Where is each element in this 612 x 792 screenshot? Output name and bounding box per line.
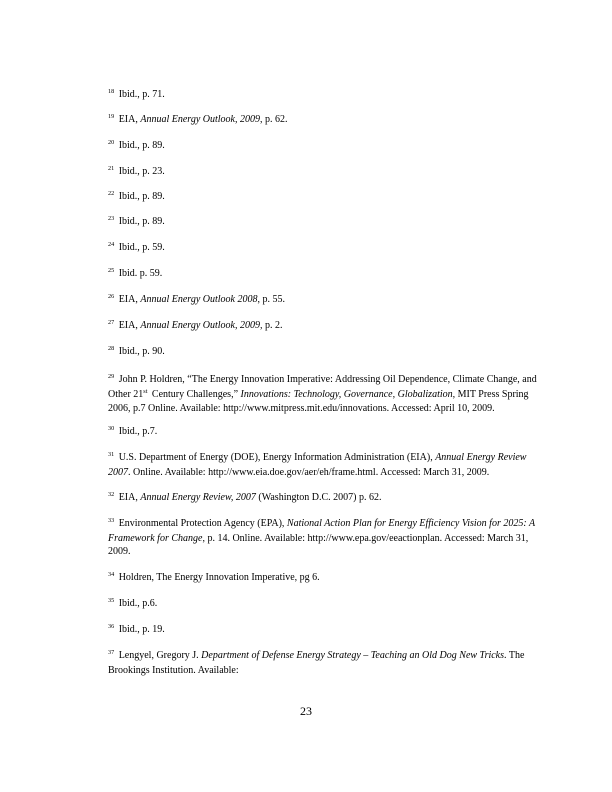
footnote-34	[108, 571, 538, 586]
footnote-number: 24	[108, 241, 115, 248]
footnote-number: 27	[108, 319, 115, 326]
footnote-title: Annual Energy Review, 2007	[140, 492, 256, 503]
footnote-text: Ibid., p. 71.	[118, 89, 165, 100]
footnote-text: . Online. Available: http://www.eia.doe.gov/aer/eh/frame.html. Accessed: March 31, 2009.	[128, 466, 490, 478]
footnote-text: EIA,	[118, 320, 141, 331]
footnote-text: U.S. Department of Energy (DOE), Energy Information Administration (EIA),	[118, 452, 436, 463]
footnote-33	[108, 517, 538, 559]
footnote-28	[108, 345, 538, 360]
footnote-title: National Action Plan for Energy Efficiency Vision for 2025: A Framework for Change	[108, 518, 535, 544]
footnote-number: 33	[108, 517, 115, 524]
footnote-number: 35	[108, 597, 115, 604]
footnote-title: Department of Defense Energy Strategy – Teaching an Old Dog New Tricks	[201, 650, 505, 661]
footnote-number: 19	[108, 113, 115, 120]
footnote-text: Ibid., p. 23.	[118, 166, 165, 177]
footnote-text: EIA,	[118, 114, 141, 125]
footnote-37	[108, 649, 538, 677]
footnote-title: Innovations: Technology, Governance, Globalization,	[240, 388, 456, 400]
footnote-text: Holdren, The Energy Innovation Imperative, pg 6.	[118, 572, 320, 583]
footnote-text: Environmental Protection Agency (EPA),	[118, 518, 287, 529]
footnote-27	[108, 319, 538, 334]
footnote-20	[108, 139, 538, 154]
footnote-number: 26	[108, 293, 115, 300]
footnote-text: Lengyel, Gregory J.	[118, 650, 202, 661]
footnote-number: 31	[108, 451, 115, 458]
footnote-number: 30	[108, 425, 115, 432]
footnote-number: 34	[108, 571, 115, 578]
footnote-text: , p. 14. Online. Available: http://www.epa.gov/eeactionplan. Accessed: March 31, 2009.	[108, 532, 529, 557]
footnote-number: 37	[108, 649, 115, 656]
footnote-title: Annual Energy Outlook, 2009,	[140, 320, 263, 331]
footnote-text: EIA,	[118, 294, 141, 305]
footnote-number: 32	[108, 491, 115, 498]
footnote-text: John P. Holdren, “The Energy Innovation Imperative: Addressing Oil Dependence, Climate Change, and Other 21	[108, 374, 537, 400]
footnote-text: Ibid., p. 89.	[118, 140, 165, 151]
footnote-text: Ibid., p.7.	[118, 426, 158, 437]
footnote-24	[108, 241, 538, 256]
footnote-21	[108, 165, 538, 180]
ordinal-suffix: st	[143, 387, 148, 395]
footnote-text: Century Challenges,”	[149, 388, 241, 400]
footnote-number: 29	[108, 373, 115, 380]
footnote-text: MIT Press Spring 2006, p.7 Online. Available: http://www.mitpress.mit.edu/innovations. Accessed: April 10, 2009.	[108, 388, 529, 414]
page-number: 23	[300, 704, 312, 718]
footnote-18	[108, 88, 538, 103]
footnote-36	[108, 623, 538, 638]
footnote-text: (Washington D.C. 2007) p. 62.	[255, 492, 382, 503]
footnote-text: EIA,	[118, 492, 141, 503]
footnote-number: 18	[108, 88, 115, 95]
footnote-number: 21	[108, 165, 115, 172]
footnote-number: 28	[108, 345, 115, 352]
footnote-23	[108, 215, 538, 230]
footnote-22	[108, 190, 538, 205]
footnote-text: Ibid. p. 59.	[118, 268, 163, 279]
footnote-19	[108, 113, 538, 128]
footnote-text: Ibid., p. 90.	[118, 346, 165, 357]
footnote-number: 23	[108, 215, 115, 222]
footnote-text: p. 2.	[262, 320, 283, 331]
footnote-31	[108, 451, 538, 479]
footnote-text: . The Brookings Institution. Available:	[108, 650, 525, 676]
footnote-title: Annual Energy Outlook 2008	[140, 294, 258, 305]
footnote-title: Annual Energy Outlook, 2009	[140, 114, 260, 125]
footnote-text: , p. 62.	[259, 114, 288, 125]
footnote-title: Annual Energy Review 2007	[108, 452, 527, 478]
footnote-30	[108, 425, 538, 440]
footnote-35	[108, 597, 538, 612]
footnote-number: 25	[108, 267, 115, 274]
footnote-text: Ibid., p.6.	[118, 598, 158, 609]
footnote-26	[108, 293, 538, 308]
footnote-32	[108, 491, 538, 506]
footnote-text: Ibid., p. 59.	[118, 242, 165, 253]
footnote-text: Ibid., p. 89.	[118, 191, 165, 202]
footnote-25	[108, 267, 538, 282]
footnote-text: , p. 55.	[257, 294, 285, 305]
footnote-text: Ibid., p. 19.	[118, 624, 165, 635]
footnote-number: 22	[108, 190, 115, 197]
footnote-number: 36	[108, 623, 115, 630]
footnote-text: Ibid., p. 89.	[118, 216, 165, 227]
footnote-number: 20	[108, 139, 115, 146]
footnote-29	[108, 373, 538, 416]
